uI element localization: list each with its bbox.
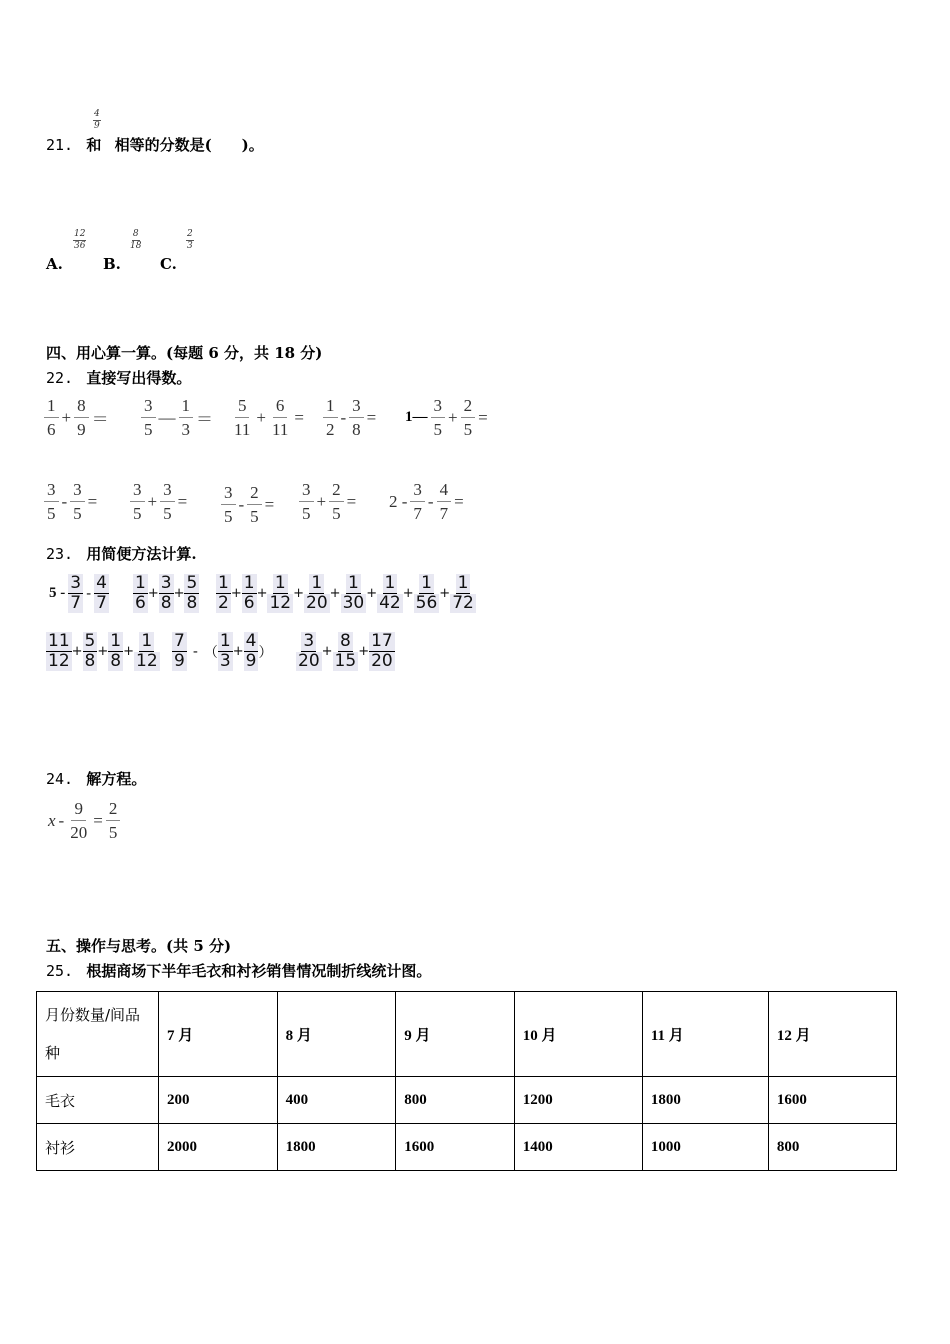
denominator: 6	[47, 420, 56, 439]
denominator: 3	[187, 241, 193, 251]
numerator: 1	[421, 573, 432, 593]
operator: -	[192, 643, 198, 660]
q22-expr-2	[141, 397, 216, 438]
numerator: 8	[339, 631, 351, 651]
denominator: 9	[245, 651, 257, 671]
numerator: 1	[323, 397, 338, 418]
numerator: 1	[457, 573, 469, 593]
denominator: 20	[306, 593, 328, 613]
denominator: 7	[96, 593, 107, 613]
q23-expr-4	[46, 632, 160, 671]
numerator: 2	[247, 484, 262, 505]
q22-expr-7	[130, 481, 190, 522]
numerator: 1	[311, 573, 323, 593]
q23-expr-3	[216, 574, 476, 613]
denominator: 20	[70, 823, 88, 842]
q22-expr-3	[231, 397, 307, 438]
equals: =	[93, 810, 103, 830]
equals: =	[177, 491, 188, 511]
table-cell: 1800	[277, 1124, 396, 1171]
operator: +	[448, 407, 458, 427]
numerator: 1	[218, 573, 229, 593]
equals: =	[366, 407, 377, 427]
q23-expr-1	[46, 574, 109, 613]
numerator: 1	[243, 573, 255, 593]
q22-expr-5	[402, 397, 491, 438]
equals: =	[294, 407, 304, 427]
numerator: 7	[174, 631, 185, 651]
denominator: 9	[174, 651, 185, 671]
question-number: 23.	[46, 545, 74, 563]
numerator: 1	[219, 631, 231, 651]
numerator: 1	[141, 631, 153, 651]
denominator: 2	[218, 593, 229, 613]
table-cell: 1600	[396, 1124, 515, 1171]
numerator: 1	[347, 573, 359, 593]
denominator: 5	[73, 504, 82, 523]
numerator: 1	[274, 573, 286, 593]
denominator: 15	[334, 651, 357, 671]
denominator: 11	[271, 420, 289, 439]
denominator: 12	[136, 651, 158, 671]
denominator: 5	[224, 507, 233, 526]
operator: -	[238, 494, 245, 514]
denominator: 8	[160, 593, 172, 613]
right-paren: ）	[258, 644, 273, 661]
option-b-label: B.	[103, 255, 121, 273]
numerator: 1	[384, 573, 396, 593]
question-number: 21.	[46, 136, 74, 154]
denominator: 7	[413, 504, 422, 523]
equals: =	[454, 491, 464, 511]
table-cell: 1600	[768, 1077, 896, 1124]
question-title: 解方程。	[86, 770, 147, 788]
denominator: 56	[415, 593, 438, 613]
denominator: 42	[379, 593, 401, 613]
operator: -	[58, 810, 65, 830]
denominator: 11	[234, 420, 251, 439]
equals: =	[264, 494, 275, 514]
left-paren: （	[203, 644, 218, 661]
denominator: 20	[298, 651, 320, 671]
denominator: 5	[133, 504, 142, 523]
plus-sign: +	[147, 586, 159, 601]
denominator: 7	[439, 504, 449, 523]
question-21	[46, 134, 264, 155]
numerator: 1	[135, 573, 146, 593]
plus-sign: +	[321, 644, 333, 659]
numerator: 3	[221, 484, 236, 505]
question-23	[46, 543, 197, 564]
q22-expr-4	[323, 397, 379, 438]
denominator: 5	[108, 823, 118, 842]
question-22	[46, 367, 191, 388]
denominator: 6	[243, 593, 255, 613]
equals: =	[346, 491, 357, 511]
numerator: 3	[141, 397, 156, 418]
sales-table	[36, 991, 897, 1171]
table-cell: 1800	[642, 1077, 768, 1124]
question-title: 直接写出得数。	[86, 369, 192, 387]
denominator: 5	[47, 504, 56, 523]
option-c-fraction	[186, 230, 194, 251]
denominator: 30	[342, 593, 365, 613]
plus-sign: +	[358, 644, 370, 659]
numerator: 8	[132, 229, 139, 239]
table-row	[37, 1077, 897, 1124]
q22-expr-9	[299, 481, 359, 522]
variable: x	[48, 810, 56, 830]
q22-expr-8	[221, 484, 277, 525]
q21-fraction	[93, 110, 101, 131]
plus-sign: +	[173, 586, 185, 601]
q22-expr-1	[44, 397, 112, 438]
numerator: 5	[235, 397, 250, 418]
numerator: 11	[48, 631, 70, 651]
numerator: 1	[110, 631, 122, 651]
numerator: 3	[160, 573, 172, 593]
numerator: 3	[303, 631, 315, 651]
q22-expr-10	[386, 481, 467, 522]
equals: =	[478, 407, 488, 427]
plus-sign: +	[402, 586, 414, 601]
q23-expr-6	[296, 632, 395, 671]
denominator: 72	[452, 593, 474, 613]
denominator: 5	[463, 420, 473, 439]
numerator: 3	[431, 397, 446, 418]
q21-text-after: 相等的分数是( )。	[114, 136, 264, 154]
operator: +	[256, 407, 266, 427]
denominator: 3	[219, 651, 231, 671]
option-c-label: C.	[160, 255, 177, 273]
numerator: 3	[70, 573, 82, 593]
numerator: 4	[96, 573, 107, 593]
plus-sign: +	[439, 586, 451, 601]
denominator: 8	[352, 420, 361, 439]
month-header: 8 月	[277, 992, 396, 1077]
denominator: 9	[94, 121, 100, 131]
equals: ＝	[196, 410, 213, 429]
denominator: 7	[70, 593, 82, 613]
numerator: 1	[179, 397, 194, 418]
operator: +	[316, 491, 327, 511]
numerator: 4	[245, 631, 257, 651]
numerator: 5	[84, 631, 96, 651]
plus-sign: +	[97, 644, 109, 659]
denominator: 9	[77, 420, 86, 439]
denominator: 6	[135, 593, 146, 613]
month-header: 9 月	[396, 992, 515, 1077]
numerator: 3	[410, 481, 425, 502]
plus-sign: +	[256, 586, 268, 601]
table-cell: 1400	[514, 1124, 642, 1171]
plus-sign: +	[232, 644, 244, 659]
table-cell: 800	[768, 1124, 896, 1171]
question-number: 22.	[46, 369, 74, 387]
denominator: 12	[48, 651, 70, 671]
table-cell: 1000	[642, 1124, 768, 1171]
numerator: 3	[349, 397, 364, 418]
denominator: 5	[163, 504, 172, 523]
denominator: 3	[181, 420, 190, 439]
numerator: 3	[130, 481, 145, 502]
equals: ＝	[91, 410, 109, 429]
numerator: 4	[94, 109, 100, 119]
q21-text-before: 和	[86, 136, 102, 154]
denominator: 5	[332, 504, 341, 523]
plus-sign: +	[329, 586, 341, 601]
plus-sign: +	[123, 644, 135, 659]
denominator: 18	[130, 241, 142, 251]
option-a-fraction	[73, 230, 86, 251]
question-number: 25.	[46, 962, 74, 980]
denominator: 5	[433, 420, 442, 439]
operator: +	[147, 491, 158, 511]
numerator: 3	[299, 481, 314, 502]
row-label: 毛衣	[37, 1077, 159, 1124]
month-header: 7 月	[159, 992, 278, 1077]
denominator: 20	[371, 651, 393, 671]
table-cell: 1200	[514, 1077, 642, 1124]
operator: +	[61, 407, 72, 427]
prefix: 1—	[405, 409, 428, 425]
question-number: 24.	[46, 770, 74, 788]
question-title: 根据商场下半年毛衣和衬衫销售情况制折线统计图。	[86, 962, 432, 980]
operator: -	[427, 491, 434, 511]
numerator: 2	[329, 481, 344, 502]
denominator: 5	[302, 504, 311, 523]
plus-sign: +	[71, 644, 83, 659]
numerator: 3	[160, 481, 175, 502]
question-24	[46, 768, 146, 789]
numerator: 2	[106, 800, 121, 821]
plus-sign: +	[366, 586, 378, 601]
prefix: 5 -	[49, 585, 66, 601]
numerator: 5	[186, 573, 198, 593]
q23-expr-2	[133, 574, 199, 613]
month-header: 11 月	[642, 992, 768, 1077]
denominator: 5	[250, 507, 259, 526]
denominator: 5	[144, 420, 153, 439]
q24-equation	[48, 800, 120, 841]
option-a-label: A.	[46, 255, 63, 273]
section-5-title: 五、操作与思考。(共 5 分)	[46, 937, 232, 955]
numerator: 9	[71, 800, 86, 821]
corner-line-1: 月份数量/间品	[45, 1006, 141, 1024]
corner-cell	[37, 992, 159, 1077]
operator: -	[86, 585, 92, 602]
table-cell: 400	[277, 1077, 396, 1124]
plus-sign: +	[293, 586, 305, 601]
q22-expr-6	[44, 481, 100, 522]
numerator: 4	[437, 481, 452, 502]
table-row	[37, 1124, 897, 1171]
denominator: 8	[110, 651, 122, 671]
option-b-fraction	[129, 230, 142, 251]
numerator: 6	[273, 397, 288, 418]
section-4-title: 四、用心算一算。(每题 6 分，共 18 分)	[46, 344, 323, 362]
numerator: 2	[187, 229, 193, 239]
question-title: 用简便方法计算.	[86, 545, 197, 563]
numerator: 2	[461, 397, 476, 418]
corner-line-2: 种	[45, 1044, 61, 1062]
table-cell: 2000	[159, 1124, 278, 1171]
numerator: 12	[74, 229, 86, 239]
equals: =	[87, 491, 98, 511]
row-label: 衬衫	[37, 1124, 159, 1171]
month-header: 12 月	[768, 992, 896, 1077]
denominator: 2	[326, 420, 335, 439]
plus-sign: +	[230, 586, 242, 601]
denominator: 36	[74, 241, 86, 251]
q23-expr-5	[172, 632, 272, 671]
denominator: 8	[186, 593, 198, 613]
operator: —	[158, 407, 176, 427]
table-header-row	[37, 992, 897, 1077]
numerator: 3	[70, 481, 85, 502]
table-cell: 200	[159, 1077, 278, 1124]
table-cell: 800	[396, 1077, 515, 1124]
numerator: 17	[371, 631, 393, 651]
question-25	[46, 960, 431, 981]
numerator: 8	[74, 397, 89, 418]
numerator: 1	[44, 397, 59, 418]
operator: -	[340, 407, 347, 427]
month-header: 10 月	[514, 992, 642, 1077]
operator: -	[61, 491, 68, 511]
denominator: 8	[84, 651, 96, 671]
denominator: 12	[269, 593, 292, 613]
prefix: 2 -	[389, 491, 408, 511]
numerator: 3	[44, 481, 59, 502]
